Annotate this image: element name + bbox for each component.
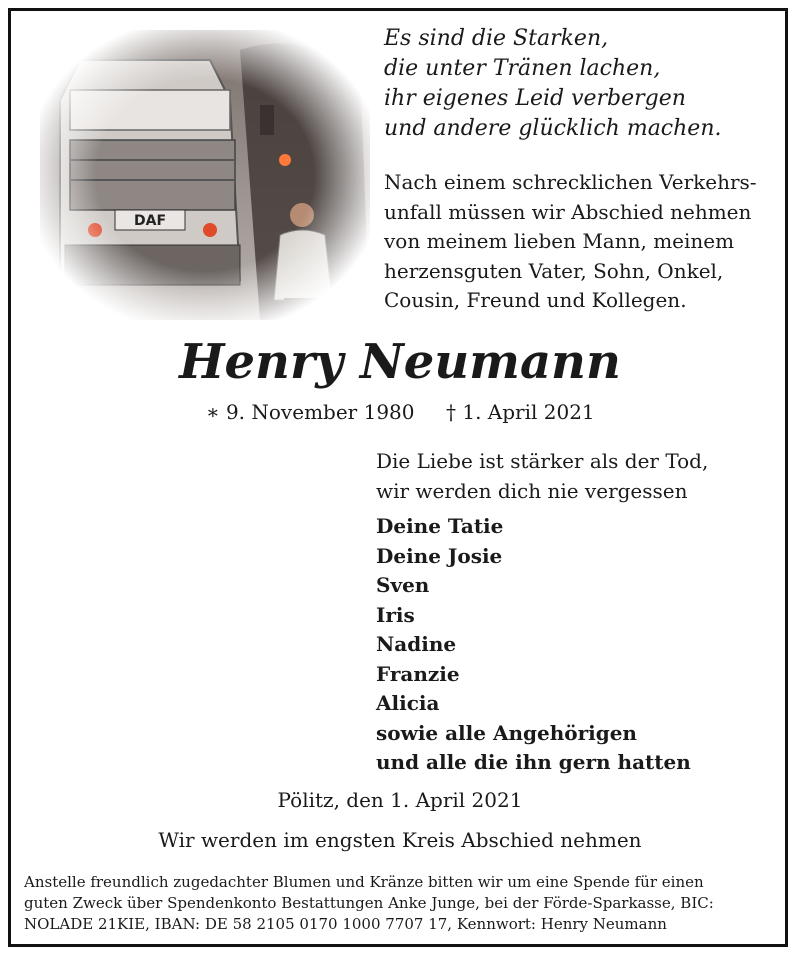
intro-text: [384, 168, 784, 316]
mourner: und alle die ihn gern hatten: [376, 750, 691, 774]
mourner: Sven: [376, 573, 430, 597]
deceased-name: Henry Neumann: [179, 334, 621, 390]
place-date: Pölitz, den 1. April 2021: [277, 788, 523, 812]
donation-note: [24, 872, 776, 935]
verse-line: die unter Tränen lachen,: [384, 56, 661, 81]
mourner: sowie alle Angehörigen: [376, 720, 637, 745]
donation-line: guten Zweck über Spendenkonto Bestattungen Anke Junge, bei der Förde-Sparkasse, BIC:: [24, 894, 714, 912]
intro-line: Nach einem schrecklichen Verkehrs-: [384, 170, 757, 194]
intro-line: herzensguten Vater, Sohn, Onkel,: [384, 258, 724, 283]
verse-line: ihr eigenes Leid verbergen: [384, 86, 686, 111]
mourner: Iris: [376, 602, 415, 627]
donation-line: NOLADE 21KIE, IBAN: DE 58 2105 0170 1000 7707 17, Kennwort: Henry Neumann: [24, 915, 667, 933]
death-date: † 1. April 2021: [446, 400, 595, 424]
life-dates: [206, 398, 706, 426]
mourner: Franzie: [376, 661, 460, 686]
donation-line: Anstelle freundlich zugedachter Blumen und Kränze bitten wir um eine Spende für einen: [24, 873, 704, 891]
mourner: Nadine: [376, 632, 457, 656]
mourner: Alicia: [376, 691, 440, 715]
mourners-list: [376, 512, 776, 778]
motto: [376, 446, 776, 506]
birth-date: ∗ 9. November 1980: [206, 400, 415, 424]
mourner: Deine Tatie: [376, 514, 504, 538]
verse-line: Es sind die Starken,: [384, 26, 609, 51]
motto-line: wir werden dich nie vergessen: [376, 479, 688, 503]
truck-and-man-photo-icon: [40, 30, 370, 320]
verse: [384, 24, 784, 144]
motto-line: Die Liebe ist stärker als der Tod,: [376, 449, 709, 473]
verse-line: und andere glücklich machen.: [384, 116, 722, 141]
farewell-note: Wir werden im engsten Kreis Abschied nehmen: [158, 828, 642, 852]
intro-line: von meinem lieben Mann, meinem: [384, 229, 735, 253]
intro-line: Cousin, Freund und Kollegen.: [384, 288, 687, 312]
mourner: Deine Josie: [376, 543, 503, 568]
intro-line: unfall müssen wir Abschied nehmen: [384, 199, 752, 224]
